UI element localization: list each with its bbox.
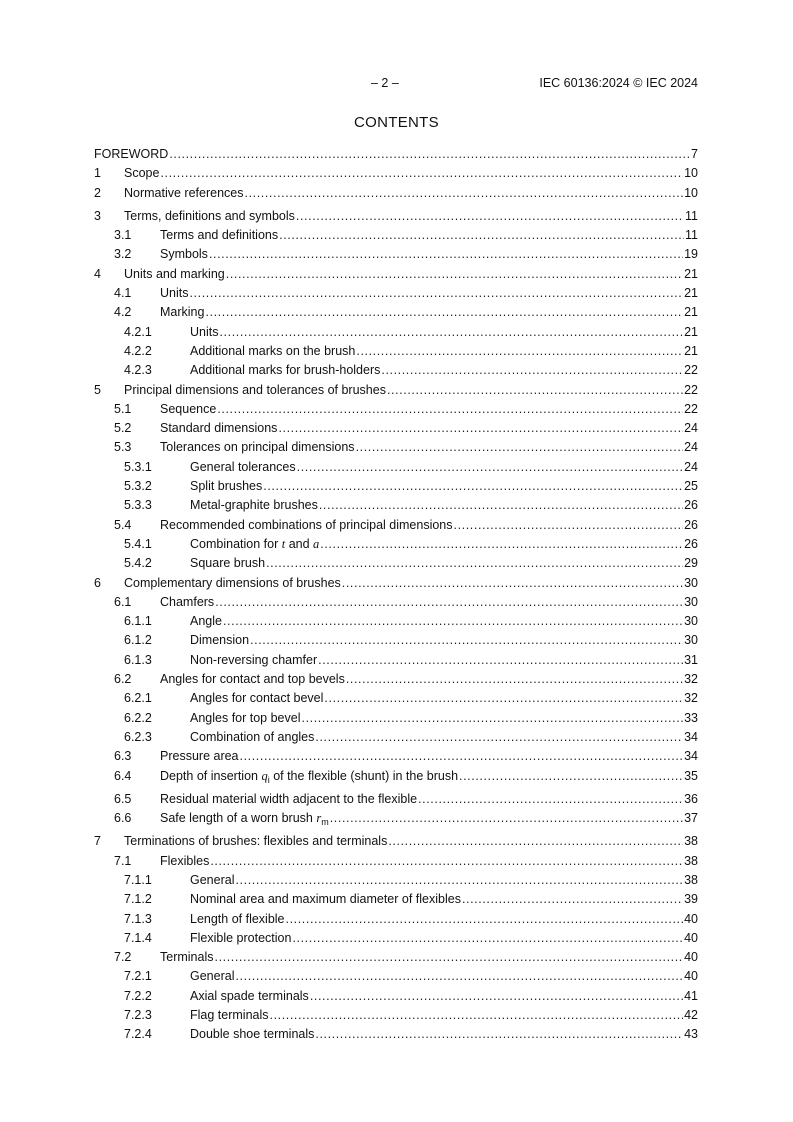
toc-entry[interactable] — [94, 670, 698, 689]
toc-leader-dots — [205, 303, 683, 322]
toc-entry[interactable] — [94, 790, 698, 809]
toc-leader-dots — [215, 593, 683, 612]
toc-entry-number: 1 — [94, 166, 101, 181]
toc-entry-title: Split brushes — [190, 479, 263, 494]
toc-entry-title: General — [190, 969, 235, 984]
toc-entry-page: 30 — [684, 633, 698, 648]
toc-entry-title: Nominal area and maximum diameter of flexibles — [190, 892, 461, 907]
toc-entry-number: 7.2.1 — [124, 969, 152, 984]
toc-entry-title: Angles for contact and top bevels — [160, 672, 345, 687]
toc-entry-title: Combination of angles — [190, 729, 315, 744]
toc-entry-page: 42 — [684, 1008, 698, 1023]
toc-entry-number: 2 — [94, 185, 101, 200]
toc-entry-number: 5.3.2 — [124, 479, 152, 494]
toc-entry-page: 35 — [684, 768, 698, 783]
toc-leader-dots — [324, 689, 683, 708]
toc-entry-page: 26 — [684, 536, 698, 551]
toc-entry-number: 6.2.1 — [124, 691, 152, 706]
toc-entry[interactable] — [94, 245, 698, 264]
toc-entry-title: General tolerances — [190, 459, 296, 474]
toc-entry[interactable] — [94, 631, 698, 650]
toc-entry-title: Symbols — [160, 247, 208, 262]
toc-entry[interactable] — [94, 361, 698, 380]
toc-entry-number: 6.1.3 — [124, 652, 152, 667]
toc-entry-number: 6.6 — [114, 811, 132, 826]
toc-entry[interactable] — [94, 689, 698, 708]
toc-entry-number: 5.4.1 — [124, 536, 152, 551]
toc-entry-number: 6 — [94, 575, 101, 590]
toc-leader-dots — [217, 400, 683, 419]
toc-entry-number: 6.4 — [114, 768, 132, 783]
toc-entry[interactable] — [94, 184, 698, 203]
toc-entry-number: 7.2.3 — [124, 1008, 152, 1023]
toc-leader-dots — [226, 265, 683, 284]
toc-leader-dots — [279, 226, 684, 245]
toc-entry-number: 7.2.4 — [124, 1027, 152, 1042]
toc-entry-page: 30 — [684, 594, 698, 609]
toc-entry-page: 21 — [684, 324, 698, 339]
toc-entry[interactable] — [94, 381, 698, 400]
toc-entry-page: 11 — [685, 208, 698, 223]
toc-entry-page: 39 — [684, 892, 698, 907]
toc-leader-dots — [319, 496, 683, 515]
toc-leader-dots — [245, 184, 684, 203]
toc-entry[interactable] — [94, 496, 698, 515]
toc-entry-page: 22 — [684, 382, 698, 397]
toc-leader-dots — [297, 458, 683, 477]
toc-entry[interactable] — [94, 1006, 698, 1025]
toc-entry-title: Tolerances on principal dimensions — [160, 440, 355, 455]
toc-leader-dots — [215, 948, 684, 967]
toc-entry-number: 6.5 — [114, 791, 132, 806]
toc-leader-dots — [356, 342, 683, 361]
math-symbol: t — [281, 536, 286, 551]
toc-leader-dots — [286, 910, 684, 929]
toc-entry-number: 4.2.3 — [124, 363, 152, 378]
toc-leader-dots — [318, 651, 683, 670]
toc-entry-title: Axial spade terminals — [190, 988, 309, 1003]
toc-entry[interactable] — [94, 284, 698, 303]
toc-entry-title: Safe length of a worn brush $r_m$ — [160, 811, 329, 828]
page-title: CONTENTS — [354, 114, 439, 131]
toc-entry-number: 6.1.2 — [124, 633, 152, 648]
toc-entry-number: 4.2.2 — [124, 343, 152, 358]
toc-entry-page: 25 — [684, 479, 698, 494]
toc-entry-title: Normative references — [124, 185, 244, 200]
toc-entry-title: Flexible protection — [190, 930, 292, 945]
toc-entry-number: 6.1.1 — [124, 614, 152, 629]
toc-entry[interactable] — [94, 574, 698, 593]
toc-leader-dots — [310, 987, 683, 1006]
toc-entry-page: 40 — [684, 969, 698, 984]
toc-leader-dots — [235, 967, 683, 986]
toc-leader-dots — [223, 612, 683, 631]
toc-entry[interactable] — [94, 303, 698, 322]
toc-entry-number: 7.1.3 — [124, 911, 152, 926]
toc-entry[interactable] — [94, 477, 698, 496]
toc-entry-page: 40 — [684, 950, 698, 965]
toc-entry-page: 34 — [684, 749, 698, 764]
toc-entry-title: Dimension — [190, 633, 250, 648]
toc-entry-page: 26 — [684, 517, 698, 532]
toc-entry-number: 6.1 — [114, 594, 132, 609]
toc-leader-dots — [278, 419, 683, 438]
toc-entry-number: 6.2.3 — [124, 729, 152, 744]
toc-entry-page: 32 — [684, 672, 698, 687]
toc-entry[interactable] — [94, 948, 698, 967]
toc-leader-dots — [302, 709, 684, 728]
toc-entry-page: 24 — [684, 440, 698, 455]
toc-entry-title: Length of flexible — [190, 911, 285, 926]
toc-entry-title: Terminals — [160, 950, 214, 965]
toc-leader-dots — [250, 631, 683, 650]
toc-leader-dots — [387, 381, 683, 400]
toc-entry[interactable] — [94, 265, 698, 284]
toc-entry-title: Flexibles — [160, 853, 210, 868]
toc-entry-page: 32 — [684, 691, 698, 706]
toc-entry-number: 7.1.1 — [124, 872, 152, 887]
toc-leader-dots — [462, 890, 683, 909]
toc-entry-number: 6.2 — [114, 672, 132, 687]
toc-entry-page: 40 — [684, 930, 698, 945]
toc-leader-dots — [270, 1006, 684, 1025]
toc-entry-title: Terms, definitions and symbols — [124, 208, 295, 223]
toc-entry[interactable] — [94, 832, 698, 851]
toc-entry-page: 24 — [684, 459, 698, 474]
toc-entry[interactable] — [94, 747, 698, 766]
toc-entry[interactable] — [94, 890, 698, 909]
toc-entry[interactable] — [94, 164, 698, 183]
toc-entry-number: 7.1 — [114, 853, 132, 868]
toc-entry-number: 6.2.2 — [124, 710, 152, 725]
toc-leader-dots — [263, 477, 683, 496]
toc-entry-page: 30 — [684, 575, 698, 590]
toc-entry-title: Terminations of brushes: flexibles and terminals — [124, 834, 388, 849]
toc-entry-number: 5.4.2 — [124, 556, 152, 571]
toc-leader-dots — [292, 929, 683, 948]
toc-entry-page: 21 — [684, 343, 698, 358]
toc-leader-dots — [342, 574, 683, 593]
toc-entry-number: 7 — [94, 834, 101, 849]
toc-entry-title: Depth of insertion $q_i$ of the flexible (shunt) in the brush — [160, 768, 459, 785]
toc-entry-page: 21 — [684, 286, 698, 301]
toc-entry-title: Additional marks on the brush — [190, 343, 356, 358]
toc-entry-page: 33 — [684, 710, 698, 725]
math-subscript: m — [321, 817, 329, 828]
toc-entry-title: Sequence — [160, 401, 217, 416]
toc-entry[interactable] — [94, 871, 698, 890]
toc-leader-dots — [209, 245, 683, 264]
toc-entry-page: 29 — [684, 556, 698, 571]
toc-entry[interactable] — [94, 709, 698, 728]
toc-entry-page: 7 — [691, 147, 698, 161]
toc-entry-title: Residual material width adjacent to the flexible — [160, 791, 418, 806]
toc-leader-dots — [346, 670, 683, 689]
toc-entry-title: FOREWORD — [94, 147, 169, 161]
toc-entry-number: 5.2 — [114, 421, 132, 436]
toc-entry-page: 21 — [684, 266, 698, 281]
toc-entry-title: Scope — [124, 166, 160, 181]
toc-entry[interactable] — [94, 910, 698, 929]
toc-entry-title: Flag terminals — [190, 1008, 269, 1023]
toc-leader-dots — [418, 790, 683, 809]
toc-entry-number: 3.1 — [114, 228, 132, 243]
toc-entry-number: 3.2 — [114, 247, 132, 262]
toc-entry[interactable] — [94, 458, 698, 477]
toc-entry[interactable] — [94, 419, 698, 438]
toc-entry-title: Square brush — [190, 556, 266, 571]
toc-entry[interactable] — [94, 145, 698, 164]
toc-entry-title: Marking — [160, 305, 205, 320]
toc-entry-title: Standard dimensions — [160, 421, 278, 436]
toc-entry-page: 10 — [684, 185, 698, 200]
toc-entry[interactable] — [94, 728, 698, 747]
toc-entry[interactable] — [94, 967, 698, 986]
toc-entry-page: 34 — [684, 729, 698, 744]
toc-entry-number: 6.3 — [114, 749, 132, 764]
page-header — [94, 76, 698, 92]
toc-entry-number: 5 — [94, 382, 101, 397]
toc-entry-title: General — [190, 872, 235, 887]
toc-entry-page: 10 — [684, 166, 698, 181]
toc-leader-dots — [459, 767, 683, 786]
toc-entry-title: Units — [190, 324, 219, 339]
toc-entry-page: 41 — [684, 988, 698, 1003]
math-symbol: q — [261, 768, 268, 783]
toc-entry-title: Double shoe terminals — [190, 1027, 315, 1042]
toc-entry-title: Angles for top bevel — [190, 710, 301, 725]
toc-entry-number: 4.2.1 — [124, 324, 152, 339]
toc-entry-number: 4.1 — [114, 286, 132, 301]
toc-entry[interactable] — [94, 612, 698, 631]
toc-leader-dots — [356, 438, 684, 457]
toc-leader-dots — [160, 164, 683, 183]
toc-entry[interactable] — [94, 767, 698, 786]
toc-entry-number: 7.1.2 — [124, 892, 152, 907]
toc-entry-number: 3 — [94, 208, 101, 223]
toc-entry-page: 22 — [684, 363, 698, 378]
toc-entry-page: 38 — [684, 872, 698, 887]
toc-leader-dots — [210, 852, 683, 871]
toc-entry-number: 7.2.2 — [124, 988, 152, 1003]
toc-entry[interactable] — [94, 207, 698, 226]
toc-entry[interactable] — [94, 651, 698, 670]
toc-leader-dots — [388, 832, 683, 851]
toc-entry-page: 31 — [684, 652, 698, 667]
math-subscript: i — [267, 774, 270, 785]
toc-leader-dots — [189, 284, 683, 303]
toc-entry-page: 11 — [685, 228, 698, 243]
toc-entry[interactable] — [94, 323, 698, 342]
page-number: – 2 – — [371, 76, 399, 90]
toc-entry-title: Metal-graphite brushes — [190, 498, 318, 513]
toc-entry-title: Terms and definitions — [160, 228, 279, 243]
toc-entry-page: 21 — [684, 305, 698, 320]
toc-entry[interactable] — [94, 554, 698, 573]
toc-entry-title: Chamfers — [160, 594, 215, 609]
toc-entry[interactable] — [94, 438, 698, 457]
toc-entry-title: Units and marking — [124, 266, 225, 281]
toc-entry-title: Pressure area — [160, 749, 239, 764]
toc-entry[interactable] — [94, 535, 698, 554]
standard-reference: IEC 60136:2024 © IEC 2024 — [539, 76, 698, 90]
toc-leader-dots — [296, 207, 684, 226]
math-symbol: r — [316, 811, 322, 826]
toc-entry[interactable] — [94, 593, 698, 612]
toc-entry-page: 37 — [684, 811, 698, 826]
toc-leader-dots — [454, 516, 684, 535]
toc-entry-page: 19 — [684, 247, 698, 262]
toc-entry-number: 7.2 — [114, 950, 132, 965]
toc-entry-page: 22 — [684, 401, 698, 416]
toc-entry-page: 38 — [684, 853, 698, 868]
toc-entry-title: Angle — [190, 614, 222, 629]
toc-entry[interactable] — [94, 516, 698, 535]
toc-entry-title: Angles for contact bevel — [190, 691, 324, 706]
toc-entry-title: Recommended combinations of principal dimensions — [160, 517, 453, 532]
toc-entry-page: 26 — [684, 498, 698, 513]
toc-entry-title: Additional marks for brush-holders — [190, 363, 381, 378]
toc-entry-title: Complementary dimensions of brushes — [124, 575, 341, 590]
toc-leader-dots — [381, 361, 683, 380]
toc-entry-page: 36 — [684, 791, 698, 806]
toc-entry-page: 40 — [684, 911, 698, 926]
toc-entry-number: 5.1 — [114, 401, 132, 416]
toc-entry-page: 24 — [684, 421, 698, 436]
toc-entry[interactable] — [94, 226, 698, 245]
math-symbol: a — [313, 536, 320, 551]
toc-entry-number: 5.3 — [114, 440, 132, 455]
toc-leader-dots — [330, 809, 683, 828]
toc-entry-number: 5.3.3 — [124, 498, 152, 513]
toc-entry-number: 7.1.4 — [124, 930, 152, 945]
toc-entry[interactable] — [94, 987, 698, 1006]
toc-entry[interactable] — [94, 929, 698, 948]
toc-leader-dots — [320, 535, 683, 554]
toc-entry-number: 5.4 — [114, 517, 132, 532]
toc-entry-title: Non-reversing chamfer — [190, 652, 318, 667]
toc-entry[interactable] — [94, 809, 698, 828]
toc-entry[interactable] — [94, 1025, 698, 1044]
toc-entry-page: 38 — [684, 834, 698, 849]
toc-entry-page: 30 — [684, 614, 698, 629]
toc-entry[interactable] — [94, 852, 698, 871]
toc-leader-dots — [219, 323, 683, 342]
toc-leader-dots — [266, 554, 683, 573]
toc-entry-number: 4 — [94, 266, 101, 281]
toc-entry-title: Units — [160, 286, 189, 301]
toc-entry[interactable] — [94, 400, 698, 419]
toc-entry-number: 5.3.1 — [124, 459, 152, 474]
toc-entry-page: 43 — [684, 1027, 698, 1042]
table-of-contents — [94, 145, 698, 1045]
toc-leader-dots — [235, 871, 683, 890]
toc-leader-dots — [240, 747, 684, 766]
toc-entry-title: Principal dimensions and tolerances of brushes — [124, 382, 386, 397]
toc-entry-title: Combination for t and a — [190, 536, 320, 551]
toc-entry[interactable] — [94, 342, 698, 361]
toc-leader-dots — [315, 728, 683, 747]
toc-leader-dots — [169, 145, 690, 164]
toc-leader-dots — [315, 1025, 683, 1044]
toc-entry-number: 4.2 — [114, 305, 132, 320]
